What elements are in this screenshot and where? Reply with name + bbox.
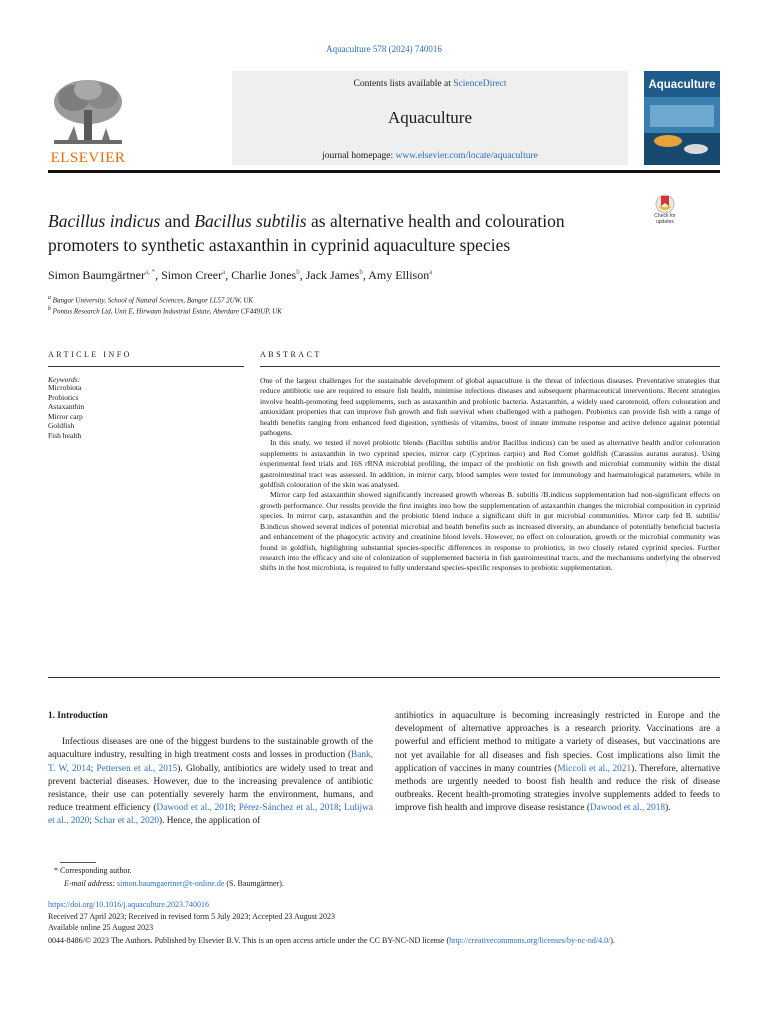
email-link[interactable]: simon.baumgaertner@t-online.de	[117, 879, 225, 888]
citation-link[interactable]: Dawood et al., 2018	[156, 803, 234, 814]
cover-artwork-icon	[644, 97, 720, 165]
journal-cover[interactable]	[644, 71, 720, 165]
body-column-left	[48, 710, 373, 829]
intro-text: ;	[338, 803, 345, 814]
citation-link[interactable]: Pettersen et al., 2015	[96, 763, 178, 774]
article-title	[48, 209, 638, 257]
article-info-heading: ARTICLE INFO	[48, 350, 132, 359]
keywords-list	[48, 383, 84, 440]
keyword: Astaxanthin	[48, 402, 85, 411]
article-info-rule	[48, 366, 244, 367]
citation-link[interactable]: Dawood et al., 2018	[589, 803, 666, 814]
abstract-heading: ABSTRACT	[260, 350, 322, 359]
author-name[interactable]: Simon Creer	[161, 268, 223, 282]
journal-title: Aquaculture	[387, 108, 473, 127]
title-and: and	[160, 211, 195, 231]
received-dates: Received 27 April 2023; Received in revised form 5 July 2023; Accepted 23 August 2023	[48, 912, 336, 921]
abstract-paragraph: One of the largest challenges for the sustainable development of global aquaculture is the threat of infectious diseases. Preventative strategies that reduce antibiotic use are required to ensure fish health, minimise infectious diseases and subsequent pharmaceutical interventions. Recent strategies involve health-promoting feed supplements, such as astaxanthin and probiotic bacteria. Astaxanthin, a widely used carotenoid, offers colouration and antioxidant properties that can improve fish growth and fish survival when challenged with a pathogen. Probiotics can provide fish with a range of health benefits ranging from enhanced feed digestion, synthesis of vitamins, boost of innate immune response and active defence against potential pathogens.	[260, 376, 720, 438]
author-name[interactable]: Jack James	[305, 268, 360, 282]
citation-link[interactable]: Schar et al., 2020	[94, 816, 160, 827]
keyword: Goldfish	[48, 421, 75, 430]
intro-text: ). Hence, the application of	[159, 816, 261, 827]
abstract-text	[260, 376, 720, 574]
citation-link[interactable]: Pérez-Sánchez et al., 2018	[238, 803, 339, 814]
title-rest: as alternative health and colouration promoters to synthetic astaxanthin in cyprinid aquaculture species	[48, 211, 565, 255]
check-for-updates-label: Check for updates	[654, 213, 676, 225]
body-column-right	[395, 710, 720, 816]
intro-text: antibiotics in aquaculture is becoming increasingly restricted in Europe and the development of alternative approaches is a research priority. Vaccinations are a powerful and efficient method to mitigate a variety of diseases, but vaccinations are not yet available for all diseases and fish species. Cost implications also limit the application of vaccines in many countries (	[395, 711, 720, 774]
author-affiliation-mark[interactable]: a	[222, 268, 226, 276]
homepage-line	[232, 151, 628, 161]
header-rule	[48, 170, 720, 173]
intro-text: Infectious diseases are one of the biggest burdens to the sustainable growth of the aquaculture industry, resulting in high treatment costs and losses in production (	[48, 737, 373, 761]
keyword: Fish health	[48, 430, 82, 440]
sciencedirect-link[interactable]: ScienceDirect	[453, 79, 507, 89]
corresponding-author-note: * Corresponding author.	[54, 866, 132, 875]
affiliation-text: Pontus Research Ltd, Unit E, Hirwaun Industrial Estate, Aberdare CF449UP, UK	[52, 307, 282, 316]
author-name[interactable]: Charlie Jones	[231, 268, 297, 282]
license-text: ).	[610, 936, 615, 945]
author-list: Simon Baumgärtner$^{a, *}$, Simon Creer$^a$, Charlie Jones$^b$, Jack James$^b$, Amy Ellison$^a$	[48, 268, 433, 282]
keyword: Probiotics	[48, 392, 79, 402]
title-species-2: Bacillus subtilis	[194, 211, 307, 231]
intro-paragraph	[48, 736, 373, 828]
journal-reference[interactable]: Aquaculture 578 (2024) 740016	[326, 44, 442, 54]
author-affiliation-mark[interactable]: b	[359, 268, 363, 276]
abstract-paragraph: Mirror carp fed astaxanthin showed significantly increased growth whereas B. subtilis /B.indicus supplementation had non-significant effects on growth performance. Our results provide the first insights into how the supplementation of astaxanthin changes the microbial composition in cyprinid species. In mirror carp, astaxanthin and the probiotic blend induce a significant shift in gut microbial communities. Mirror carp fed B. subtilis/ B.indicus showed several indices of potential microbial and health benefits such as increased diversity, an abundance of potentially beneficial bacteria and enhancement of the phagocytic activity and creatinine blood levels. However, no effect on colouration, growth or the microbial community was found in goldfish, highlighting substantial species-specific differences in response to probiotics, in two closely related cyprinid species. Further research into the efficacy and site of colonization of supplemented bacteria in fish gastrointestinal tracts, and the mechanisms underlying the observed shifts in the host microbiota, is required to fully understand species-specific responses to probiotic supplementation.	[260, 490, 720, 573]
affiliation-mark: b	[48, 306, 51, 312]
available-online: Available online 25 August 2023	[48, 923, 154, 932]
abstract-paragraph: In this study, we tested if novel probiotic blends (Bacillus subtilis and/or Bacillus indicus) can be used as alternative health and/or colouration supplements to astaxanthin in two cyprinid species, mirror carp (Cyprinus carpio) and Red Comet goldfish (Carassius auratus auratus). Using experimental feed trials and 16S rRNA microbial profiling, the impact of the probiotic on fish growth and microbial community within the distal gastrointestinal tract was assessed. In addition, in mirror carp, blood samples were tested for immunology and haematological parameters, while in goldfish colouration of the skin was analysed.	[260, 438, 720, 490]
author-name[interactable]: Simon Baumgärtner	[48, 268, 145, 282]
intro-text: ). Globally, antibiotics are widely used to treat and prevent bacterial diseases. However, due to the increasing prevalence of antibiotic resistance, their use can potentially severely harm the environment, humans, and reduce treatment efficiency (	[48, 763, 373, 814]
citation-link[interactable]: Bank, T. W, 2014	[48, 750, 373, 774]
license-statement	[48, 936, 720, 947]
author-affiliation-mark[interactable]: a, *	[144, 268, 156, 276]
cover-title: Aquaculture	[648, 79, 716, 91]
intro-text: ;	[90, 763, 97, 774]
elsevier-wordmark: ELSEVIER	[50, 150, 126, 166]
abstract-bottom-rule	[48, 677, 720, 678]
affiliation	[48, 306, 688, 315]
license-link[interactable]: http://creativecommons.org/licenses/by-nc-nd/4.0/	[449, 936, 611, 945]
email-label: E-mail address:	[64, 879, 118, 888]
intro-text: ;	[89, 816, 95, 827]
title-species-1: Bacillus indicus	[48, 211, 161, 231]
author-name[interactable]: Amy Ellison	[368, 268, 430, 282]
keywords-label: Keywords:	[48, 375, 81, 384]
affiliation	[48, 295, 688, 304]
license-text: 0044-8486/© 2023 The Authors. Published by Elsevier B.V. This is an open access article under the CC BY-NC-ND license (	[48, 936, 450, 945]
contents-prefix: Contents lists available at	[353, 79, 454, 89]
section-heading-introduction: 1. Introduction	[48, 711, 108, 721]
affiliation-text: Bangor University, School of Natural Sciences, Bangor LL57 2UW, UK	[52, 296, 254, 305]
citation-link[interactable]: Lulijwa et al., 2020	[48, 803, 373, 827]
citation-link[interactable]: Miccoli et al., 2021	[557, 763, 632, 774]
keyword: Microbiota	[48, 383, 82, 392]
intro-text: ;	[233, 803, 239, 814]
affiliation-mark: a	[48, 295, 51, 301]
email-suffix: (S. Baumgärtner).	[224, 879, 284, 888]
author-affiliation-mark[interactable]: b	[296, 268, 300, 276]
contents-line	[232, 79, 628, 89]
doi-link[interactable]: https://doi.org/10.1016/j.aquaculture.2023.740016	[48, 900, 209, 909]
email-note	[64, 879, 284, 888]
corresponding-text: Corresponding author.	[60, 866, 132, 875]
homepage-link[interactable]: www.elsevier.com/locate/aquaculture	[395, 151, 538, 161]
footnote-rule	[60, 862, 96, 863]
homepage-prefix: journal homepage:	[322, 151, 396, 161]
intro-text: ). Therefore, alternative methods are urgently needed to boost fish health and reduce the risk of disease outbreaks. Recent health-promoting strategies involve supplements added to feeds to improve fish health and improve disease resistance (	[395, 763, 720, 814]
keyword: Mirror carp	[48, 411, 83, 421]
abstract-rule	[260, 366, 720, 367]
intro-paragraph	[395, 710, 720, 816]
author-affiliation-mark[interactable]: a	[429, 268, 433, 276]
intro-text: ).	[665, 803, 671, 814]
